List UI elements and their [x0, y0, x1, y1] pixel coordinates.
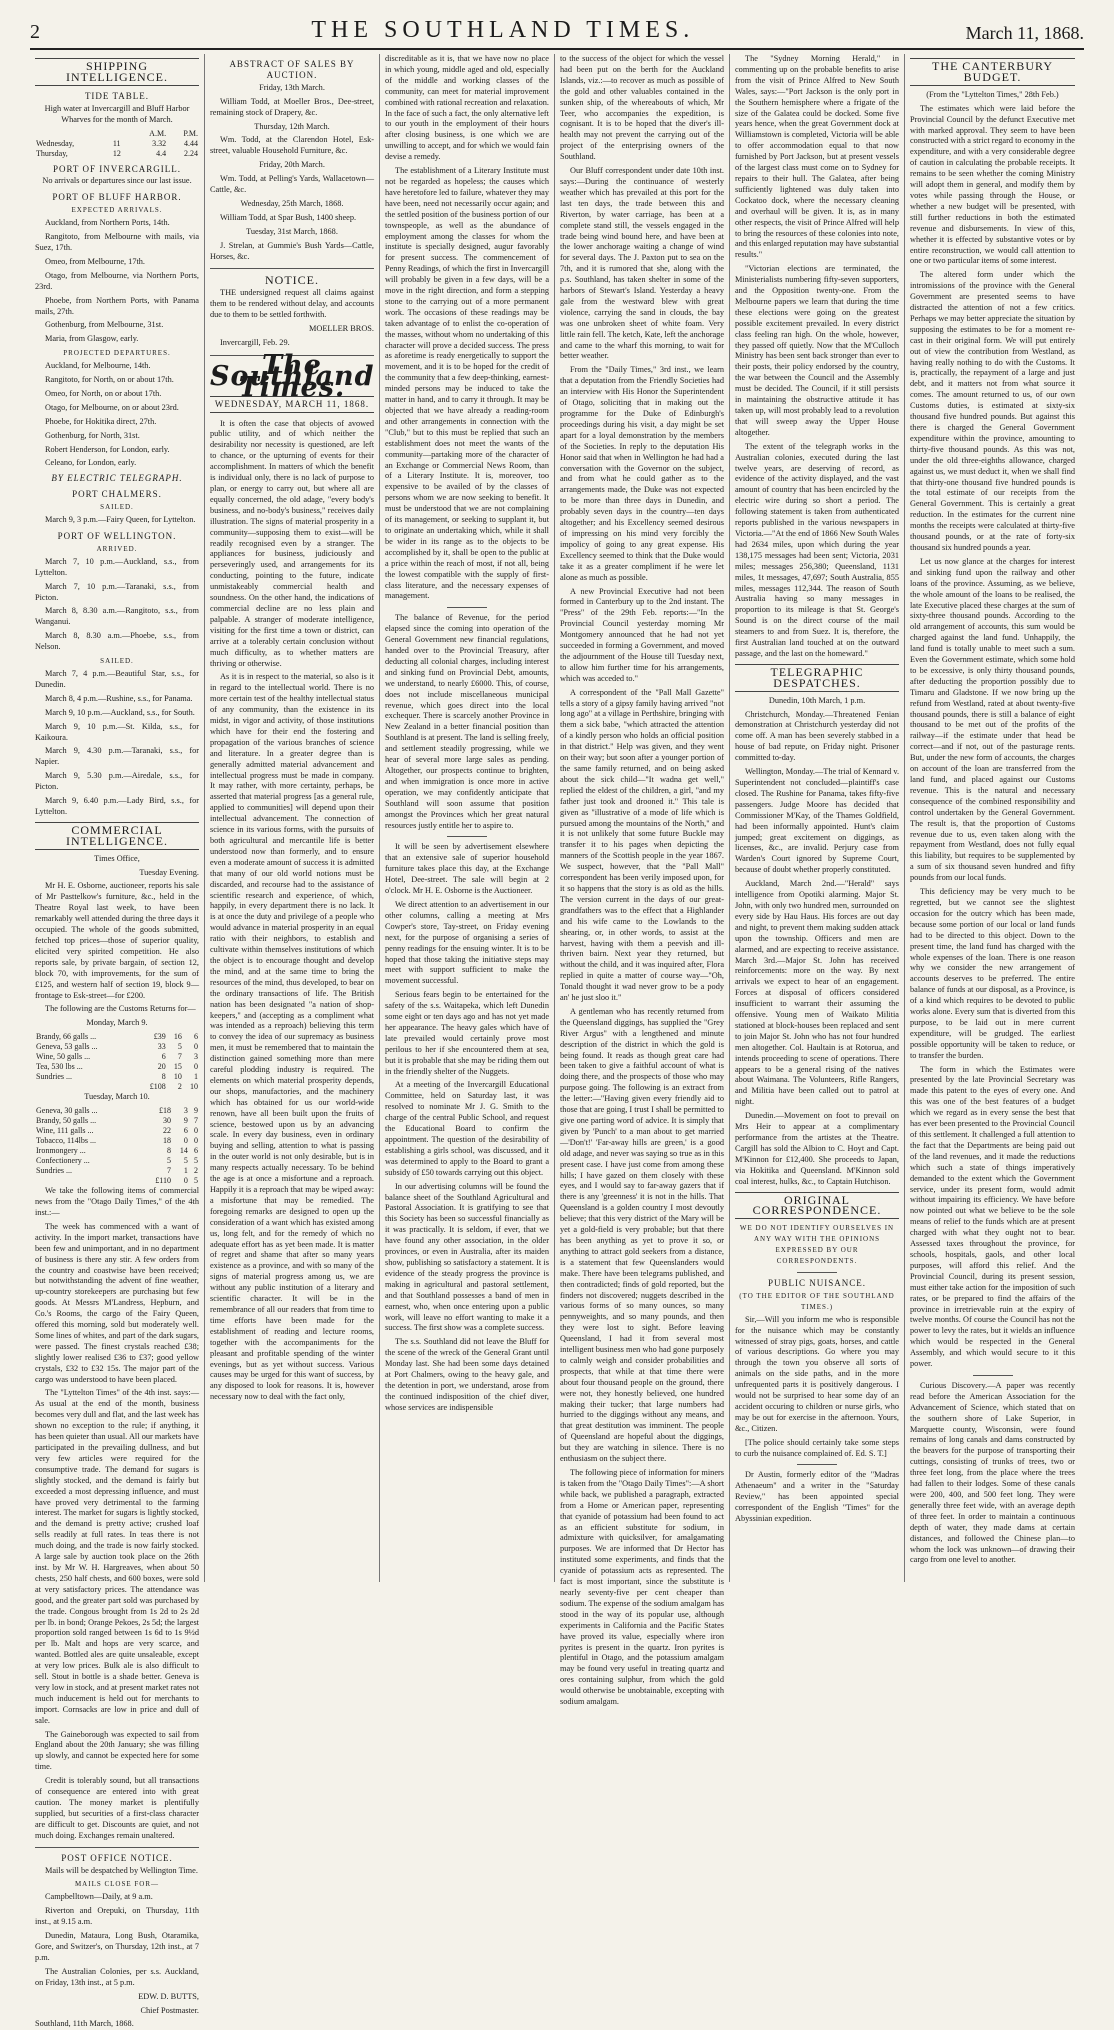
commercial-paragraph: We take the following items of commercial news from the "Otago Daily Times," of the 4th inst.:— — [35, 1186, 199, 1217]
telegraph-paragraph: Dunedin.—Movement on foot to prevail on Mrs Heir to appear at a complimentary performance from the artistes at the Theatre. Cargill has sold the Albion to C. Hoyt and Capt. M'Kinnon for £12,400. She proceeds to Japan, via Hokitika and Queensland. M'Kinnon sold coal interest, hulks, &c., to Captain Hutchison. — [735, 1111, 899, 1186]
abstract-heading: ABSTRACT OF SALES BY AUCTION. — [229, 59, 355, 80]
list-item: The Australian Colonies, per s.s. Auckland, on Friday, 13th inst., at 5 p.m. — [35, 1966, 199, 1987]
bluff-heading: PORT OF BLUFF HARBOR. — [52, 192, 182, 203]
telegraph-paragraph: Wellington, Monday.—The trial of Kennard v. Superintendent not concluded—plaintiff's case closed. The Rushine for Panama, takes fifty-five passengers. Judge Moore has decided that Commissioner M'Kay, of the Thames Goldfield, had been informally appointed. Hunt's claim jumped; great excitement on diggings, as licenses, &c., are invalid. Perjury case from Warden's Court ignored by Supreme Court, because of doubt whether properly constituted. — [735, 767, 900, 875]
table-row: Sundries ... 8 10 1 — [36, 1072, 198, 1082]
projected-list — [35, 361, 199, 469]
table-row: Sundries ... 7 1 2 — [36, 1166, 198, 1176]
divider — [35, 1847, 199, 1848]
post-signature-title: Chief Postmaster. — [140, 2005, 199, 2015]
list-item: Maria, from Glasgow, early. — [45, 334, 139, 344]
list-item: March 9, 3 p.m.—Fairy Queen, for Lyttelton. — [45, 515, 196, 525]
list-item: March 9, 10 p.m.—St. Kilda, s.s., for Kaikoura. — [35, 721, 199, 742]
article-paragraph: This deficiency may be very much to be regretted, but we cannot see the slightest occasion for the outcry which has been made, because some portion of our local or land funds had to be directed to this object. Down to the present time, the land fund has charged with the whole expenses of the loan. There is one reason why we consider the new arrangement of accounts deserves to be preferred. The entire balance of funds at our disposal, as a Province, is of a kind which requires to be devoted to public works alone. Every sum that is diverted from this purpose, to be laid out in mere current expenditure, will be grudged. The earliest possible opportunity will be taken to reduce, or to transfer the burden. — [910, 887, 1075, 1060]
table-row: Tea, 530 lbs ... 20 15 0 — [36, 1062, 198, 1072]
tide-heading: TIDE TABLE. — [84, 90, 150, 101]
list-item: Friday, 13th March. — [259, 82, 325, 92]
nameplate: The Southland Times. — [210, 349, 375, 403]
list-item: Otago, from Melbourne, via Northern Ports, 23rd. — [35, 270, 199, 291]
article-paragraph: Serious fears begin to be entertained for the safety of the s.s. Waitapeka, which left Dunedin some eight or ten days ago and has not yet made her appearance. The heavy gales which have of late prevailed would certainly prove most perilous to her if she encountered them at sea, but it is probable that she may be riding them out in the friendly shelter of the Nuggets. — [385, 990, 549, 1076]
table-row: Wednesday, 11 3.32 4.44 — [36, 138, 198, 148]
article-paragraph: The s.s. Southland did not leave the Bluff for the scene of the wreck of the General Grant until Monday last. She had been some days detained at Port Chalmers, owing to the heavy gale, and the detention in port, we understand, arose from the continued indisposition of the chief diver, whose services are indispensible — [385, 1337, 549, 1412]
list-item: Gothenburg, for North, 31st. — [45, 430, 140, 440]
notice — [210, 272, 374, 349]
list-item: March 7, 10 p.m.—Taranaki, s.s., from Picton. — [35, 581, 199, 602]
list-item: J. Strelan, at Gummie's Bush Yards—Cattle, Horses, &c. — [210, 240, 374, 261]
list-item: Riverton and Orepuki, on Thursday, 11th inst., at 9.15 a.m. — [35, 1906, 199, 1927]
commercial-paragraph: The week has commenced with a want of activity. In the import market, transactions have been few and unimportant, and in no department of business is there any stir. A few orders from the country and coastwise have been received; but notwithstanding the advent of fine weather, up-country storekeepers are purchasing but few goods. At Messrs M'Landress, Hepburn, and Co.'s Rooms, the cargo of the Fairy Queen, offered this morning, sold but moderately well. Some lines of whites, and part of the dark sugars, were passed. The finest crystals reached £38; slightly lower realised £36 to £37; good yellow crystals, £32 to £32 15s. The major part of the cargo was understood to have been placed. — [35, 1221, 199, 1384]
notice-date: Invercargill, Feb. 29. — [220, 338, 290, 348]
commercial-paragraph: Credit is tolerably sound, but all transactions of consequence are entered into with great caution. The money market is plentifully supplied, but securities of a first-class character are difficult to get. Discounts are quiet, and not much doing. Exchanges remain unaltered. — [35, 1776, 199, 1840]
list-item: Wm. Todd, at the Clarendon Hotel, Esk-street, valuable Household Furniture, &c. — [210, 135, 374, 156]
article-paragraph: The altered form under which the intromissions of the province with the General Government are presented seems to have distracted the attention of not a few critics. Perhaps we may better appreciate the situation by supposing the estimates to be for a moment re-cast in their original form. We will put entirely out of view the contribution from Westland, as having really nothing to do with the Customs. It is, practically, the repayment of a large and just debt, and it matters not from what source it comes. The amount returned to us, of our own Customs duties, is estimated at sixty-six thousand five hundred pounds. But against this there is charged the General Government expenditure within the province, amounting to thirty-five thousand pounds. As this was not, under the old three-eighths allowance, charged against us, we must deduct it, when we shall find that thirty-one thousand five hundred pounds is the total estimate of our receipts from the General Government. This is certainly a great reduction. In the estimates for the current nine months the receipts were calculated at thirty-five thousand pounds, or at the rate of forty-six thousand six hundred pounds a year. — [910, 270, 1075, 552]
table-row: Wine, 50 galls ... 6 7 3 — [36, 1052, 198, 1062]
article-paragraph: A new Provincial Executive had not been formed in Canterbury up to the 2nd instant. The "Press" of the 29th Feb. reports:—"In the Provincial Council yesterday morning Mr Montgomery announced that he had not yet succeeded in forming a Government, and moved the adjournment of the House till Tuesday next, to allow him further time for his arrangements, which was acceded to." — [560, 586, 724, 683]
telegraph-dateline: Dunedin, 10th March, 1 p.m. — [768, 695, 866, 705]
table-total-row: £110 0 5 — [155, 1176, 198, 1186]
commercial-paragraph: Mr H. E. Osborne, auctioneer, reports his sale of Mr Pasttelkow's furniture, &c., held in the Theatre Royal last week, to have been remarkably well attended during the three days it occupied. The whole of the goods submitted, fetched top prices—those of superior quality, elicited very spirited competition. He also reports sale, by private bargain, of section 12, block 70, with improvements, for the sum of £125, and western half of section 19, block 9—frontage to Esk-street—for £200. — [35, 881, 199, 1000]
list-item: March 8, 4 p.m.—Rushine, s.s., for Panama. — [45, 693, 193, 703]
telegraph-paragraph: Christchurch, Monday.—Threatened Fenian demonstration at Christchurch yesterday did not come off. A man has been severely stabbed in a house of bad repute, on Friday night. Prisoner committed to-day. — [735, 709, 899, 763]
sailed-heading-2: SAILED. — [100, 657, 134, 666]
times-office: Times Office, — [94, 853, 140, 863]
list-item: Rangitoto, from Melbourne with mails, via Suez, 17th. — [35, 232, 199, 252]
post-intro: Mails will be despatched by Wellington Time. — [45, 1865, 198, 1875]
tide-table — [35, 129, 199, 159]
article-paragraph: Dr Austin, formerly editor of the "Madras Athenaeum" and a writer in the "Saturday Review," has been appointed special correspondent of the English "Times" for the Abyssinian expedition. — [735, 1470, 899, 1524]
post-office-heading: POST OFFICE NOTICE. — [61, 1852, 173, 1863]
list-item: March 9, 10 p.m.—Auckland, s.s., for South. — [45, 707, 195, 717]
table-row: Wine, 111 galls ... 22 6 0 — [36, 1126, 198, 1136]
article-paragraph: The following piece of information for miners is taken from the "Otago Daily Times":—A short while back, we published a paragraph, extracted from a Home or American paper, representing that cyanide of potassium had been found to act as an efficient substitute for sodium, in admixture with quicksilver, for amalgamating purposes. We are informed that Dr Hector has instituted some experiments, and finds that the cyanide of potassium acts as represented. The fact is most important, since the substitute is nearly seventy-five per cent cheaper than sodium. The expense of the sodium amalgam has stood in the way of its popular use, although experiments in California and the Pacific States have proved its value, especially where iron pyrites is present in the quartz. Iron pyrites is plentiful in Otago, and the potassium amalgam may be found very useful in treating quartz and ores containing sulphur, from which the gold would otherwise be unobtainable, excepting with sodium amalgam. — [560, 1468, 724, 1707]
telegraph-paragraph: Auckland, March 2nd.—"Herald" says intelligence from Opotiki alarming. Major St. John, with only two hundred men, surrounded on every side by Hau Haus. His forces are out day and night, to prevent them making sudden attack upon the township. Officers and men are alarmed, and are expecting to receive assistance. March 3rd.—Major St. John has received reinforcements: more on the way. By next arrivals we expect to hear of an engagement. Forces at disposal of officers considered insufficient to warrant their assuming the offensive. Young men of Waikato Militia stationed at block-houses been replaced and sent to join Major St. John who has not four hundred men altogether. Col. Haultain is at Rotorua, and intends proceeding to scene of operations. There appears to be a general rising of the natives about Waimana. The Volunteers, Rifle Rangers, and Militia have been called out to patrol at night. — [735, 879, 899, 1107]
column-1 — [30, 54, 205, 2029]
notice-heading: NOTICE. — [265, 272, 319, 287]
list-item: Auckland, from Northern Ports, 14th. — [45, 218, 170, 228]
article-paragraph: A correspondent of the "Pall Mall Gazette" tells a story of a gipsy family having arrived "not long ago" at a village in Perthshire, bringing with them a sick babe, "which attracted the attention of a kindly person who holds an official position in that district." Help was given, and they went on their way; but soon after a younger portion of the same family returned, and on being asked about the sick child—"It wadna get well," replied the eldest of the children, a girl, "and my father just took and drooned it." This tale is given as "illustrative of a mode of life which is pursued among the mountains of the North," and it is not unlikely that some future Buckle may transfer it to his pages when depicting the manners of the Scottish people in the year 1867. We suspect, however, that the "Pall Mall" correspondent has been verily imposed upon, for it so happens that the story is as old as the hills. The version current in the days of our great-grandfathers was to the effect that a Highlander and his wife came to the Lowlands to the shearing, or, in other words, to assist at the harvest, having with them a peevish and ill-thriven bairn. Next year they returned, but without the child, and it was inquired after, Flora replied in quite a matter of course way—"Oh, Tonald thought it wad never grow to be a pody an' he just sloo it." — [560, 687, 724, 1003]
list-item: Phoebe, from Northern Ports, with Panama mails, 27th. — [35, 295, 199, 316]
article-paragraph: The form in which the Estimates were presented by the late Provincial Secretary was made this patent to the eyes of every one. And this was one of the best features of a budget which we regard as in every sense the best that has ever been presented to the Provincial Council of this settlement. It challenged a full attention to the fact that the Departments are being paid out of the land revenues, and it made the reductions which such a state of things imperatively demanded to the extent which the Government service, under its present form, would admit without impairing its efficiency. We have before now pointed out what we believe to be the sole means of relief to the funds which are at present charged with what they ought not to bear. Assessed taxes throughout the province, for schools, hospitals, gaols, and other local purposes, will afford this relief. And the Provincial Council, during its present session, must either take action for the imposition of such rates, or be prepared to find the affairs of the province in irretrievable ruin at the expiry of twelve months. Of course the Council has not the power to levy the rates, but it wields an influence which would be respected in the General Assembly, and which would secure to it this power. — [910, 1064, 1075, 1369]
nuisance-to: (TO THE EDITOR OF THE SOUTHLAND TIMES.) — [739, 1291, 895, 1311]
article-paragraph: The extent of the telegraph works in the Australian colonies, executed during the last twelve years, are deserving of record, as evidence of the activity displayed, and the vast amount of country that has been encircled by the electric wire during so short a period. The following statement is taken from authenticated reports published in the various newspapers in Victoria.—"At the end of 1866 New South Wales had 2634 miles, upon which during the year 138,175 messages had been sent; Victoria, 2031 miles; messages 256,380; Queensland, 1131 miles, 1t messages, 47,697; South Australia, 855 miles, messages 112,344. The reason of South Australia having so many messages in proportion to its mileage is that St. George's Sound is on the direct course of the mail steamers to and from Suez. It is, therefore, the first Australian land touched at on the outward passage, and the last on the homeward." — [735, 441, 899, 658]
telegraph-heading: BY ELECTRIC TELEGRAPH. — [51, 473, 183, 484]
list-item: Thursday, 12th March. — [254, 121, 330, 131]
table-row: Tobacco, 114lbs ... 18 0 0 — [36, 1136, 198, 1146]
article-paragraph: to the success of the object for which the vessel had been put on the berth for the Auckland Islands, viz.:—to recover as much as possible of the gold and other valuables contained in the sunken ship, of the whereabouts of which, Mr Teer, who accompanies the expedition, is cognisant. It is to be hoped that the diver's ill-health may not prevent the carrying out of the project of the enterprising owners of the Southland. — [560, 54, 724, 162]
article-paragraph: A gentleman who has recently returned from the Queensland diggings, has supplied the "Grey River Argus" with a lengthened and minute description of the district in which the gold is being found. It reads as though great care had been taken to give a faithful account of what is doing there, and the prospects of those who may purpose going. The following is an extract from the letter:—"Having given every friendly aid to those that are going, I trust I shall be permitted to give one parting word of advice. It is simply that given by 'Punch' to a man about to get married—'Don't!' 'Far-away hills are green,' is a good old adage, and never was saying so true as in this present case. I have just come from among these hills; I have gazed on them closely with these eyes, and I would say to far-away gazers that if there is any 'greenness' it is not in the hills. That Queensland is a golden country I most devoutly believe; that this very district of the Mary will be yet a gold-field is very probable; but that there has been anything as yet to prove it so, or anything to attract gold seekers from a distance, is a statement that few Queenslanders would make. There have been telegrams published, and then contradicted; finds of gold reported, but the finders not discovered; nuggets described in the various forms of so many ounces, so many pennyweights, and so many pounds, and then they were lost to sight. Before leaving Queensland, I had it from several most intelligent business men who had gone purposely to calmly weigh and consider probabilities and prospects, that while at that time there were about four thousand people on the ground, there were not, they honestly believed, one hundred making their tucker; that large numbers had hurried to the diggings without any means, and that great destitution was imminent. The people of Queensland are hopeful about the diggings, but they are watching in silence. There is no enthusiasm on the subject there. — [560, 1006, 724, 1464]
list-item: Celeano, for London, early. — [45, 458, 137, 468]
table-row: Confectionery ... 5 5 5 — [36, 1156, 198, 1166]
monday-heading: Monday, March 9. — [86, 1018, 148, 1028]
page-number: 2 — [30, 21, 40, 43]
budget-source: (From the "Lyttelton Times," 28th Feb.) — [926, 89, 1059, 99]
article-paragraph: It will be seen by advertisement elsewhere that an extensive sale of superior household furniture takes place this day, at the Exchange Hotel, Dee-street. The sale will begin at 2 o'clock. Mr H. E. Osborne is the Auctioneer. — [385, 842, 549, 896]
list-item: Dunedin, Mataura, Long Bush, Otaramika, Gore, and Switzer's, on Thursday, 12th inst., at 7 p.m. — [35, 1931, 199, 1962]
correspondence-disclaimer: WE DO NOT IDENTIFY OURSELVES IN ANY WAY WITH THE OPINIONS EXPRESSED BY OUR CORRESPONDENTS. — [739, 1224, 895, 1266]
tuesday-customs-table — [35, 1106, 199, 1186]
column-5 — [730, 54, 905, 1582]
tuesday-evening: Tuesday Evening. — [139, 867, 199, 877]
list-item: March 8, 8.30 a.m.—Rangitoto, s.s., from Wanganui. — [35, 606, 199, 627]
customs-intro: The following are the Customs Returns for— — [45, 1004, 196, 1014]
table-total-row: £108 2 10 — [149, 1082, 198, 1092]
tide-intro: High water at Invercargill and Bluff Harbor Wharves for the month of March. — [44, 103, 190, 124]
notice-text: THE undersigned request all claims against them to be rendered without delay, and accounts due to them to be settled forthwith. — [210, 288, 374, 320]
list-item: Friday, 20th March. — [259, 160, 325, 170]
list-item: Phoebe, for Hokitika direct, 27th. — [45, 416, 157, 426]
list-item: Gothenburg, from Melbourne, 31st. — [45, 320, 164, 330]
article-paragraph: The establishment of a Literary Institute must not be regarded as hopeless; the causes which have heretofore led to failure, whatever they may have been, need not necessarily occur again; and the settled position of the business portion of our townspeople, as well as the abundance of employment among the classes for whom the institute is specially designed, augur favorably for present success. The commencement of Penny Readings, of which the first in Invercargill will probably be given in a few days, will be a move in the right direction, and form a stepping stone to the carrying out of a more permanent work. The occasions of these readings may be taken advantage of to enlist the co-operation of the masses, without whom no undertaking of this character will prove a decided success. The press as aforetime is ready energetically to support the movement, and it is to be hoped for the credit of the community that a few deep-thinking, earnest-minded persons may be induced to take the matter in hand, and to carry it through. It may be objected that we have already a reading-room and other arrangements in connection with the "Club," but to this must be replied that such an establishment does not meet the wants of the community—partaking more of the character of an Exchange or Commercial News Room, than of a Literary Institute. It is, moreover, too expensive to be availed of by the classes of persons whom we are now seeking to benefit. It must be understood that we are not complaining of its management, or seeking to supplant it, but to originate an undertaking which, while it shall be wider in its range as to the objects to be accomplished by it, shall be open to the public at a price within the reach of most, if not all, being the lowest compatible with the supply of first-class literature, and the necessary expenses of management. — [385, 166, 549, 601]
list-item: March 8, 8.30 a.m.—Phoebe, s.s., from Nelson. — [35, 631, 199, 652]
expected-heading: EXPECTED ARRIVALS. — [71, 206, 163, 215]
article-paragraph: The estimates which were laid before the Provincial Council by the defunct Executive met with marked approval. They seem to have been constructed with a strict regard to economy in the expenditure, and with a very considerable degree of caution in calculating the probable receipts. It remains to be seen whether the coming Ministry will adopt them in general, and modify them by votes while passing through the House, or whether a new budget will be presented, with still further reductions in both the estimated revenue and disbursements. In view of this, whether it is effected by substantive votes or by entire reconstruction, we would call attention to one or two particular items of some interest. — [910, 103, 1075, 266]
article-paragraph: The "Sydney Morning Herald," in commenting up on the probable benefits to arise from the visit of Prince Alfred to New South Wales, says:—"Port Jackson is the only port in the Southern hemisphere where a frigate of the size of the Galatea could be docked. Some five years hence, when the great Government dock at Williamstown is completed, Victoria will be able to offer accommodation equal to that now furnished by Port Jackson, but at present vessels of the largest class must come on to Sydney for repairs to their hull. The Galatea, after being sufficiently lightened was duly taken into Cockatoo dock, where the necessary cleaning and overhaul will be given. It is, as in many other respects, the visit of Prince Alfred will help to bring the resources of these colonies into note, and this enlarged reputation may have substantial results." — [735, 54, 899, 260]
table-row: Geneva, 30 galls ... £18 3 9 — [36, 1106, 198, 1116]
column-6 — [905, 54, 1080, 1582]
paper-title: THE SOUTHLAND TIMES. — [311, 17, 695, 43]
article-paragraph: Curious Discovery.—A paper was recently read before the American Association for the Advancement of Science, which stated that on the southern shore of Lake Superior, in Marquette county, Wisconsin, were found remains of long canals and dams constructed by the beavers for the purpose of transporting their cuttings, consisting of trunks of trees, two or three feet long, from the place where the trees had fallen to their lodges. Some of these canals were 200, 400, and 500 feet long. They were generally three feet wide, with an average depth of three feet. In order to maintain a continuous depth of water, they made dams at certain distances, and followed the Chinese plan—to whom the lock was unknown—of drawing their cargo from one level to another. — [910, 1380, 1075, 1565]
issue-date: March 11, 1868. — [965, 23, 1084, 43]
table-row: Geneva, 53 galls ... 33 5 0 — [36, 1042, 198, 1052]
list-item: Campbelltown—Daily, at 9 a.m. — [45, 1892, 153, 1902]
divider — [447, 607, 487, 608]
list-item: March 7, 10 p.m.—Auckland, s.s., from Lyttelton. — [35, 556, 199, 577]
letter-text: Sir,—Will you inform me who is responsible for the nuisance which may be constantly witnessed of stray pigs, goats, horses, and cattle of various descriptions. Go where you may through the town you observe all sorts of animals on the side paths, and in the more unfrequented parts it is positively dangerous. I would not be surprised to hear some day of an accident occuring to children or nurse girls, who may be out for exercise in the afternoon. Yours, &c., Citizen. — [735, 1314, 899, 1433]
divider — [447, 836, 487, 837]
list-item: William Todd, at Moeller Bros., Dee-street, remaining stock of Drapery, &c. — [210, 96, 374, 117]
table-row: Ironmongery ... 8 14 6 — [36, 1146, 198, 1156]
list-item: March 7, 4 p.m.—Beautiful Star, s.s., for Dunedin. — [35, 668, 199, 689]
list-item: Otago, for Melbourne, on or about 23rd. — [45, 402, 179, 412]
editor-note: [The police should certainly take some steps to curb the nuisance complained of. Ed. S. T.] — [735, 1437, 899, 1458]
article-paragraph: "Victorian elections are terminated, the Ministerialists numbering fifty-seven supporters, and the Opposition twenty-one. From the Melbourne papers we learn that during the time these elections were going on the greatest possible excitement prevailed. In every district class feeling ran high. On the whole, however, they passed off quietly. Now that the M'Culloch Ministry has been sent back stronger than ever to their posts, their policy endorsed by the country, the war between the Council and the Assembly must be decided. The Council, if it still persists in maintaining the obstructive attitude it has taken up, will most probably lead to a revolution that will sweep away the Upper House altogether. — [735, 264, 899, 437]
wellington-heading: PORT OF WELLINGTON. — [57, 531, 177, 541]
telegraphic-heading: TELEGRAPHIC DESPATCHES. — [735, 664, 899, 692]
list-item: Wednesday, 25th March, 1868. — [240, 198, 344, 208]
sailed-heading: SAILED. — [100, 503, 134, 512]
leader-paragraph: It is often the case that objects of avowed public utility, and of which neither the desirability nor necessity is questioned, are left to chance, or the upturning of events for their accomplishment. In matters of which the benefit is individual only, there is no lack of purpose to plan, or energy to carry out, but where all are equally concerned, the old adage, "every body's business, and no-body's business," receives daily illustration. The signs of material prosperity in a community—supposing them to exist—will be readily recognised even by a stranger. The appliances for business, judiciously and perseveringly used, and arrangements for its conducting, pointing to the future, indicate unmistakeably commercial health and soundness. On the other hand, the indications of commercial decline are no less plain and palpable. A stranger of moderate intelligence, visiting for the first time a town or district, can arrive at a tolerably certain conclusion without much difficulty, as to whether matters are thriving or otherwise. — [210, 418, 374, 668]
port-invercargill-heading: PORT OF INVERCARGILL. — [52, 163, 182, 174]
dateline: WEDNESDAY, MARCH 11, 1868. — [210, 396, 374, 413]
masthead — [30, 14, 1084, 50]
tuesday-heading: Tuesday, March 10. — [84, 1092, 150, 1102]
article-paragraph: From the "Daily Times," 3rd inst., we learn that a deputation from the Friendly Societies had an interview with His Honor the Superintendent of Otago, soliciting that in making out the programme for the Duke of Edinburgh's proceedings during his visit, a day might be set apart for a loyal demonstration by the members of the Societies. In reply to the deputation His Honor said that when in Wellington he had had a conversation with the Governor on the subject, and from what he could gather as to the arrangements made, the Duke was not expected to be more than three days in Dunedin, and probably seven days in the country—ten days altogether; and his Excellency seemed desirous of impressing on his mind very forcibly the impolicy of going to any great expense. His Excellency seemed to think that the Duke would take it as a greater compliment if he were let alone as much as possible. — [560, 365, 724, 582]
notice-signature: MOELLER BROS. — [309, 324, 374, 334]
commercial-paragraph: The "Lyttelton Times" of the 4th inst. says:—As usual at the end of the month, business becomes very dull and flat, and the last week has shown no exception to the rule; if anything, it has been quieter than usual. All our markets have participated in the prevailing dullness, and but very few articles were required for the consumptive trade. The demand for sugars is slightly stocked, and the demand is fairly but exceeded a most depressing influence, and must have proved very detrimental to the farming interest. The market for sugars is lightly stocked, and the demand is pretty active; crushed loaf sells readily at full rates. In teas there is not much doing, and the trade is now fairly stocked. A large sale by auction took place on the 26th inst. by Mr W. H. Hargreaves, when about 50 chests, 250 half chests, and 600 boxes, were sold at very satisfactory prices. The attendance was good, and the greater part sold was purchased by the trade. Congous brought from 1s 2d to 2s 2d per lb. in bond; Orange Pekoes, 2s 5d; the largest proportion sold ranged between 1s 6d to 1s 9½d per lb. Malt and hops are very scarce, and wanted. Bottled ales are quite unsaleable, except at very low prices. Bulk ale is also difficult to sell. Stout in bottle is a shade better. Geneva is very low in stock, and at present market rates not much inducement is held out for merchants to import. Cornsacks are low in price and dull of sale. — [35, 1388, 199, 1725]
article-paragraph: We direct attention to an advertisement in our other columns, calling a meeting at Mrs Cowper's store, Tay-street, on Friday evening next, for the purpose of organising a series of penny readings for the ensuing winter. It is to be hoped that those taking the initiative steps may meet with support sufficient to make the movement successful. — [385, 899, 549, 986]
divider — [797, 1464, 837, 1465]
mails-close-heading: MAILS CLOSE FOR— — [74, 1880, 160, 1889]
post-date: Southland, 11th March, 1868. — [35, 2019, 134, 2029]
list-item: Omeo, from Melbourne, 17th. — [45, 256, 146, 266]
list-item: Omeo, for North, on or about 17th. — [45, 388, 162, 398]
commercial-paragraph: The Gaineborough was expected to sail from England about the 20th January; she was filling up slowly, and cannot be expected here for some time. — [35, 1729, 199, 1772]
list-item: William Todd, at Spar Bush, 1400 sheep. — [220, 212, 357, 222]
article-paragraph: discreditable as it is, that we have now no place in which young, middle aged and old, especially of the middle and working classes of the community, can meet for material improvement combined with rational recreation and relaxation. In the face of such a fact, the only alternative left to our youth in the employment of their hours after closing business, is one which we are unwilling to accept, and for which we would fain devise a remedy. — [385, 54, 549, 162]
correspondence-heading: ORIGINAL CORRESPONDENCE. — [735, 1192, 899, 1220]
columns — [30, 54, 1084, 2029]
divider — [973, 1375, 1013, 1376]
nuisance-heading: PUBLIC NUISANCE. — [767, 1277, 866, 1288]
post-signature: EDW. D. BUTTS, — [138, 1991, 199, 2001]
list-item: Robert Henderson, for London, early. — [45, 444, 170, 454]
article-paragraph: Let us now glance at the charges for interest and sinking fund upon the railway and other loans of the province. Assuming, as we believe, the whole amount of the loans to be realised, the late Executive placed these charges at the sum of sixty-three thousand pounds. According to the old arrangement of accounts, this sum would be charged against the land fund. Unhappily, the land fund is totally unable to meet such a sum. Even the Government estimate, which some hold to be excessive, is only thirty thousand pounds, after deducting the proportion possibly due to Timaru and Gladstone. If we now bring up the refund from Westland, rated at about twenty-five thousand pounds, there is still a balance of eight thousand to be met out of the profits of the railway—if the estimate under that head be correct—and if not, out of the pasturage rents. But, under the new form of accounts, the charges on account of the loan are transferred from the land fund, and placed against our Customs revenue. This is the natural and necessary consequence of the combined responsibility and control undertaken by the General Government. The result is, that the proportion of Customs revenue due to us, even taken along with the repayment from Westland, does not fully equal this liability, but requires to be supplemented by a sum of six thousand seven hundred and fifty pounds from our local funds. — [910, 556, 1075, 883]
article-paragraph: At a meeting of the Invercargill Educational Committee, held on Saturday last, it was resolved to nominate Mr J. G. Smith to the charge of the central Public School, and request the Educational Board to confirm the appointment. The question of the desirability of establishing a girls school, was discussed, and it was determined to apply to the Board to grant a subsidy of £50 towards carrying out this object. — [385, 1080, 549, 1177]
arrived-heading: ARRIVED. — [96, 544, 138, 553]
commercial-heading: COMMERCIAL INTELLIGENCE. — [35, 822, 199, 850]
table-row: Thursday, 12 4.4 2.24 — [36, 148, 198, 158]
tide-header: A.M. P.M. — [149, 128, 198, 138]
list-item: March 9, 6.40 p.m.—Lady Bird, s.s., for Lyttelton. — [35, 796, 199, 816]
monday-customs-table — [35, 1032, 199, 1092]
chalmers-heading: PORT CHALMERS. — [72, 489, 162, 500]
table-row: Brandy, 66 galls ... £39 16 6 — [36, 1032, 198, 1042]
list-item: Auckland, for Melbourne, 14th. — [45, 361, 151, 371]
divider — [210, 268, 374, 269]
expected-list — [35, 218, 199, 345]
article-paragraph: In our advertising columns will be found the balance sheet of the Southland Agricultural and Pastoral Association. It is gratifying to see that this Society has been so successful financially as it was practically. It is seldom, if ever, that we have found any other association, in the older provinces, or even in Australia, after its maiden show, publishing so satisfactory a statement. It is evidence of the steady progress the province is making in agricultural and pastoral settlement, and that Southland possesses a band of men in earnest, who, when once entering upon a public work, will leave no effort wanting to make it a success. The first show was a complete success. — [385, 1181, 549, 1333]
list-item: March 9, 4.30 p.m.—Taranaki, s.s., for Napier. — [35, 746, 199, 767]
column-4 — [555, 54, 730, 1707]
list-item: Tuesday, 31st March, 1868. — [246, 226, 338, 236]
article-paragraph: Our Bluff correspondent under date 10th inst. says:—During the continuance of westerly weather which has prevailed at this port for the last ten days, the trade between this and Riverton, by water carriage, has been at a complete stand still, the vessels engaged in the trade being wind bound here, and have been at the lower anchorage waiting a change of wind for several days. The J. Paxton put to sea on the 7th, and it is rumored that she, along with the p.s. Southland, has taken shelter in some of the harbors of Stewart's Island. Yesterday a heavy gale from the westward blew with great violence, carrying the sand in clouds, the bay was one unbroken sheet of white foam. Very little rain fell. The ketch, Kate, left the anchorage and came to the wharf this morning, to wait for better weather. — [560, 166, 724, 361]
list-item: March 9, 5.30 p.m.—Airedale, s.s., for Picton. — [35, 771, 199, 792]
port-invercargill-text: No arrivals or departures since our last issue. — [42, 176, 192, 186]
article-paragraph: The balance of Revenue, for the period elapsed since the coming into operation of the General Government new financial regulations, handed over to the Provincial Treasury, after deducting all colonial charges, including interest and sinking fund on Provincial Debt, amounts, we understand, to nearly £6000. This, of course, does not include miscellaneous municipal revenue, which goes direct into the local exchequer. There is scarcely another Province in New Zealand in a better financial position than Southland is at present. The land is selling freely, and settlement steadily progressing, while we hear of several more large sales as pending. Altogether, our prospects continue to brighten, and when immigration is once more in active operation, we may confidently anticipate that Southland will soon assume that position amongst the Provinces which her great natural resources justly entitle her to aspire to. — [385, 613, 549, 830]
column-3 — [380, 54, 555, 1582]
list-item: Rangitoto, for North, on or about 17th. — [45, 375, 174, 385]
list-item: Wm. Todd, at Pelling's Yards, Wallacetown—Cattle, &c. — [210, 174, 374, 195]
table-row: Brandy, 50 galls ... 30 9 7 — [36, 1116, 198, 1126]
budget-heading: THE CANTERBURY BUDGET. — [910, 58, 1075, 86]
column-2 — [205, 54, 380, 1582]
projected-heading: PROJECTED DEPARTURES. — [63, 349, 171, 358]
shipping-heading: SHIPPING INTELLIGENCE. — [35, 58, 199, 86]
divider — [797, 1272, 837, 1273]
leader-paragraph: As it is in respect to the material, so also is it in regard to the intellectual world. There is no more certain test of the healthy intellectual status of any community, than the existence in its midst, in vigor and activity, of those institutions which have for their end the fostering and propagation of the various branches of science and literature. In a greater degree than is generally admitted material advancement and intellectual progress must be made in company. It may rather, with more certainty, perhaps, be asserted that material progress [as a general rule, applied to communities] will depend upon their intellectual advancement. The connection of science in its various forms, with the pursuits of both agricultural and mercantile life is better understood now than formerly, and to ensure even a moderate amount of success it is admitted that many of our old world notions must be discarded, and recourse had to the assistance of scientific research and experience, of which, happily, in every department there is no lack. It is at once the duty and privilege of a people who would advance in material prosperity in an equal ratio with their neighbors, to establish and cultivate within themselves institutions of which the object is to encourage thought and develop the mind, and at the same time to bring the resources of the mind, thus developed, to bear on the ordinary transactions of life. The British nation has been designated "a nation of shop-keepers," and (accepting as a compliment what was intended as a reproach) believing this term to convey the idea of our supremacy as business men, it must be remembered that to maintain the distinction gained something more than mere careful plodding industry is required. The elements on which material prosperity depends, our shops, manufactories, and the machinery which has obtained for us our world-wide renown, have all been built upon the fruits of science, bestowed upon us by an advancing scale. In every day business, even in ordinary buying and selling, attention to what is passing in the outer world is not only desirable, but is in many respects actually necessary. To be behind the age is at once a misfortune and a reproach. Happily it is a reproach that may be wiped away: a misfortune that may be remedied. The foregoing remarks are designed to open up the consideration of a want which has existed among us, long felt, and for the remedy of which no adequate effort has as yet been made. It is matter of regret and shame that after so many years existence as a province, and with so many of the signs of material progress among us, we are without any public institution of a literary and scientific character. It will be in the remembrance of all our readers that from time to time efforts have been made for the establishment of reading and lecture rooms, together with the accompaniments for the pleasant and profitable spending of the winter evenings, but as yet without success. Various causes may be urged for this want of success, by any disposed to look for reasons. It is, however necessary now to deal with the fact only, — [210, 672, 374, 1402]
